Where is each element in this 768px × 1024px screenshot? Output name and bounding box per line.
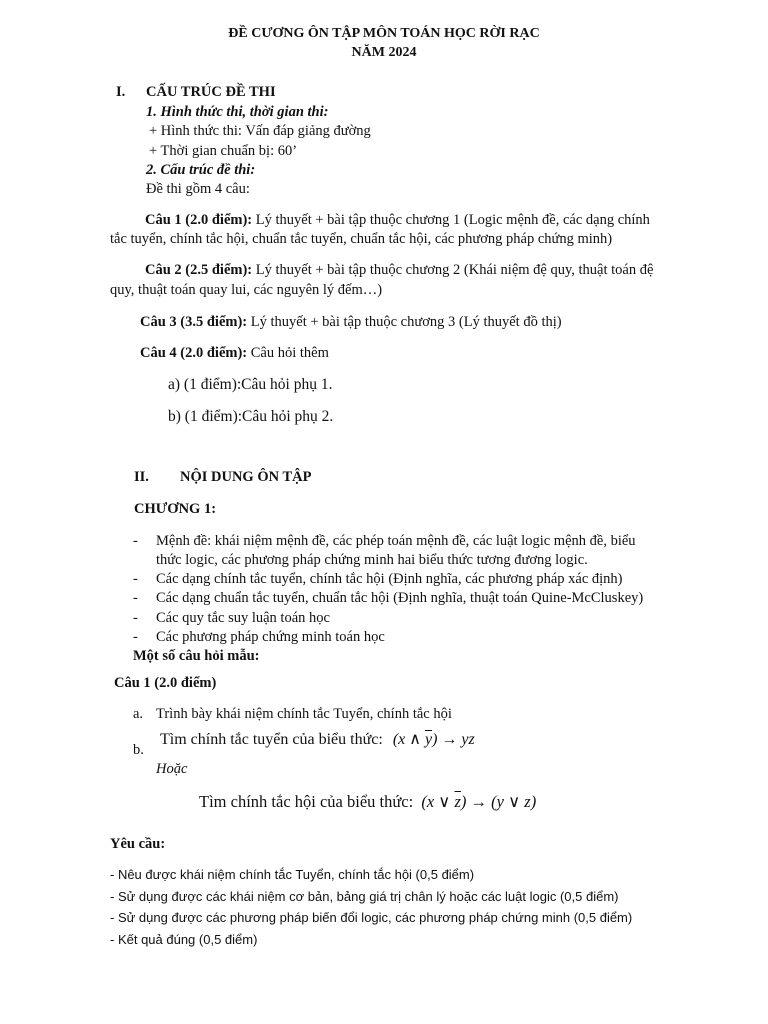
bullet-dash: - (133, 571, 138, 587)
question-2-label: Câu 2 (2.5 điểm): (145, 262, 253, 278)
bullet-item: Các quy tắc suy luận toán học (156, 610, 330, 626)
question-1-label: Câu 1 (2.0 điểm): (145, 212, 253, 228)
question-4-sub-a: a) (1 điểm):Câu hỏi phụ 1. (168, 376, 333, 393)
bullet-item: Các dạng chuẩn tắc tuyển, chuẩn tắc hội (Định nghĩa, thuật toán Quine-McCluskey) (156, 590, 644, 606)
requirement-item: - Sử dụng được các phương pháp biến đổi logic, các phương pháp chứng minh (0,5 điểm) (110, 910, 633, 925)
sample-question-1-heading: Câu 1 (2.0 điểm) (114, 675, 217, 691)
bullet-item: Các dạng chính tắc tuyển, chính tắc hội (Định nghĩa, các phương pháp xác định) (156, 571, 623, 587)
question-4-sub-b: b) (1 điểm):Câu hỏi phụ 2. (168, 408, 334, 425)
question-2-text: Lý thuyết + bài tập thuộc chương 2 (Khái niệm đệ quy, thuật toán đệ (252, 262, 654, 278)
item-c-text: Tìm chính tắc hội của biểu thức: (199, 792, 414, 811)
section-2-number: II. (134, 469, 149, 485)
question-3-label: Câu 3 (3.5 điểm): (140, 314, 248, 330)
or-text: Hoặc (156, 761, 188, 777)
chapter-1-heading: CHƯƠNG 1: (134, 501, 217, 517)
prep-time-item: + Thời gian chuẩn bị: 60’ (149, 143, 298, 159)
question-1-line-1 (145, 212, 650, 229)
question-1-line-2: tắc tuyển, chính tắc hội, chuẩn tắc tuyển, chuẩn tắc hội, các phương pháp chứng minh) (110, 231, 613, 247)
requirement-item: - Sử dụng được các khái niệm cơ bản, bảng giá trị chân lý hoặc các luật logic (0,5 điểm) (110, 889, 619, 904)
subsection-2-heading: 2. Cấu trúc đề thi: (146, 162, 256, 178)
question-4-text: Câu hỏi thêm (247, 345, 329, 361)
section-1-number: I. (116, 84, 126, 100)
requirement-item: - Kết quả đúng (0,5 điểm) (110, 932, 258, 947)
sample-questions-heading: Một số câu hỏi mẫu: (133, 648, 260, 664)
question-3 (140, 314, 562, 331)
document-year: NĂM 2024 (351, 45, 417, 60)
item-a-text: Trình bày khái niệm chính tắc Tuyển, chính tắc hội (156, 706, 452, 722)
bullet-dash: - (133, 629, 138, 645)
requirement-item: - Nêu được khái niệm chính tắc Tuyển, chính tắc hội (0,5 điểm) (110, 867, 475, 882)
bullet-item: Mệnh đề: khái niệm mệnh đề, các phép toán mệnh đề, các luật logic mệnh đề, biểu (156, 533, 636, 549)
bullet-item-continuation: thức logic, các phương pháp chứng minh hai biểu thức tương đương logic. (156, 552, 588, 568)
section-1-heading: CẤU TRÚC ĐỀ THI (146, 84, 276, 100)
bullet-item: Các phương pháp chứng minh toán học (156, 629, 385, 645)
formula-cnf: (x ∨ $\overline{z}) \to (y$ ∨ z) (421, 792, 537, 811)
item-b-line (160, 729, 475, 749)
bullet-dash: - (133, 590, 138, 606)
section-2-heading: NỘI DUNG ÔN TẬP (180, 469, 312, 485)
question-1-text: Lý thuyết + bài tập thuộc chương 1 (Logic mệnh đề, các dạng chính (252, 212, 650, 228)
formula-dnf: (x ∧ $\overline{y}$) → yz (392, 731, 475, 748)
item-c-line (199, 792, 536, 812)
question-4 (140, 345, 329, 362)
question-2-line-1 (145, 262, 653, 279)
requirements-heading: Yêu cầu: (110, 836, 166, 852)
question-2-line-2: quy, thuật toán quay lui, các nguyên lý đếm…) (110, 282, 383, 298)
question-3-text: Lý thuyết + bài tập thuộc chương 3 (Lý thuyết đồ thị) (247, 314, 562, 330)
bullet-dash: - (133, 533, 138, 549)
item-b-label: b. (133, 742, 144, 758)
item-b-text: Tìm chính tắc tuyển của biểu thức: (160, 731, 383, 748)
subsection-1-heading: 1. Hình thức thi, thời gian thi: (146, 104, 329, 120)
bullet-dash: - (133, 610, 138, 626)
exam-format-item: + Hình thức thi: Vấn đáp giảng đường (149, 123, 371, 139)
document-title: ĐỀ CƯƠNG ÔN TẬP MÔN TOÁN HỌC RỜI RẠC (228, 26, 540, 41)
item-a-label: a. (133, 706, 144, 722)
exam-intro: Đề thi gồm 4 câu: (146, 181, 250, 197)
question-4-label: Câu 4 (2.0 điểm): (140, 345, 248, 361)
